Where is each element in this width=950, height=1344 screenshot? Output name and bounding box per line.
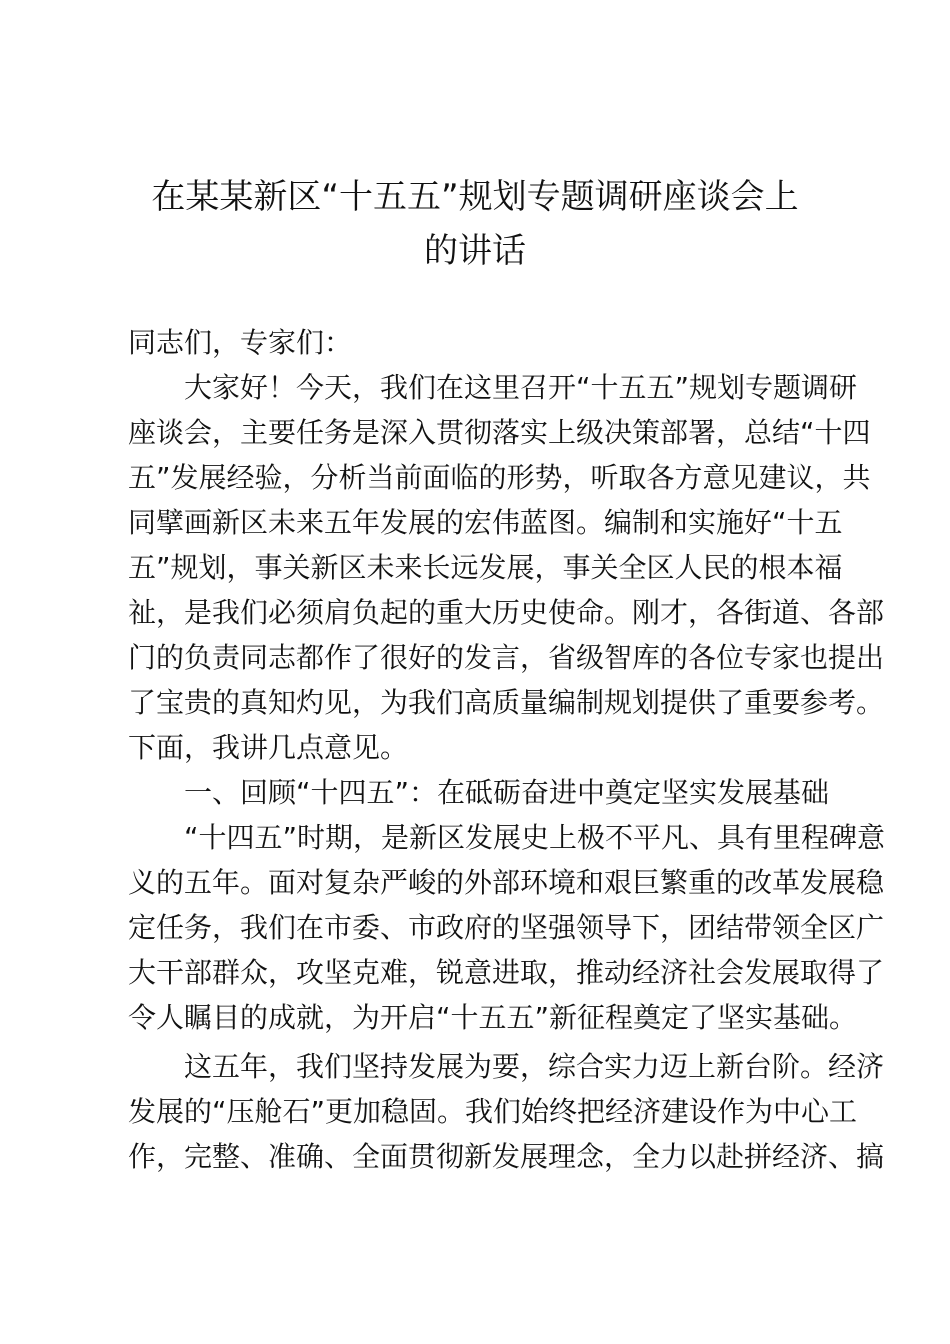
text-line: 这五年，我们坚持发展为要，综合实力迈上新台阶。经济: [184, 1050, 885, 1083]
text-line: 五”规划，事关新区未来长远发展，事关全区人民的根本福: [128, 551, 843, 584]
paragraph-achievements: [128, 1044, 885, 1179]
paragraph-intro: [128, 365, 885, 770]
document-title: [100, 170, 850, 278]
text-line: 座谈会，主要任务是深入贯彻落实上级决策部署，总结“十四: [128, 416, 871, 449]
text-line: 令人瞩目的成就，为开启“十五五”新征程奠定了坚实基础。: [128, 1001, 858, 1034]
text-line: 祉，是我们必须肩负起的重大历史使命。刚才，各街道、各部: [128, 596, 885, 629]
text-line: 发展的“压舱石”更加稳固。我们始终把经济建设作为中心工: [128, 1095, 858, 1128]
text-line: 作，完整、准确、全面贯彻新发展理念，全力以赴拼经济、搞: [128, 1140, 885, 1173]
text-line: 大家好！今天，我们在这里召开“十五五”规划专题调研: [184, 371, 858, 404]
title-line: 在某某新区“十五五”规划专题调研座谈会上: [151, 177, 799, 217]
title-line: 的讲话: [424, 231, 526, 271]
text-line: 五”发展经验，分析当前面临的形势，听取各方意见建议，共: [128, 461, 871, 494]
text-line: 下面，我讲几点意见。: [128, 731, 409, 764]
document-body: [128, 320, 886, 1179]
text-line: 义的五年。面对复杂严峻的外部环境和艰巨繁重的改革发展稳: [128, 866, 885, 899]
text-line: “十四五”时期，是新区发展史上极不平凡、具有里程碑意: [184, 821, 886, 854]
section-heading: 一、回顾“十四五”：在砥砺奋进中奠定坚实发展基础: [184, 776, 830, 809]
text-line: 了宝贵的真知灼见，为我们高质量编制规划提供了重要参考。: [128, 686, 885, 719]
text-line: 同擘画新区未来五年发展的宏伟蓝图。编制和实施好“十五: [128, 506, 843, 539]
greeting: 同志们，专家们：: [128, 326, 353, 359]
text-line: 大干部群众，攻坚克难，锐意进取，推动经济社会发展取得了: [128, 956, 885, 989]
text-line: 定任务，我们在市委、市政府的坚强领导下，团结带领全区广: [128, 911, 885, 944]
paragraph-review: [128, 815, 886, 1040]
text-line: 门的负责同志都作了很好的发言，省级智库的各位专家也提出: [128, 641, 885, 674]
